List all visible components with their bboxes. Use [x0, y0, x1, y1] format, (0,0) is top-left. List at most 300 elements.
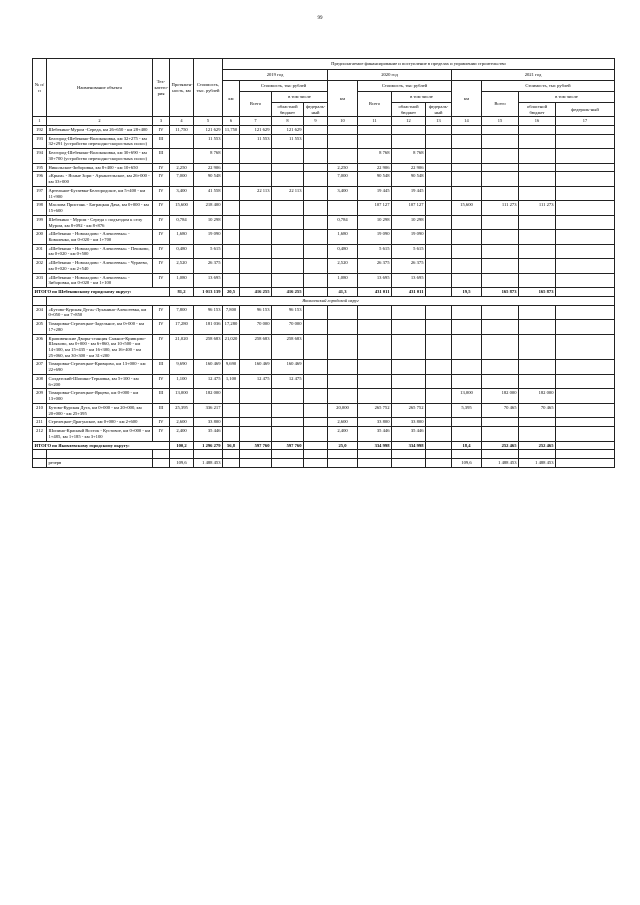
cost: 218 400	[194, 201, 223, 215]
regional-2019	[272, 418, 304, 427]
regional-2020: 35 446	[392, 427, 426, 441]
cost: 13 695	[194, 273, 223, 287]
object-name: Стрелецкое-Драгунское, км 0+000 - км 2+600	[47, 418, 153, 427]
federal-header: федераль-ный	[426, 103, 452, 117]
column-number: 2	[47, 117, 153, 126]
object-name: Томаровка-Стрелецкое-Кривцово, км 13+000 - км 22+690	[47, 360, 153, 374]
km-2020	[328, 149, 358, 163]
column-number: 13	[426, 117, 452, 126]
object-name: Шебекино-Муром -Середа, км 26+650 - км 28+400	[47, 125, 153, 134]
federal-2019	[304, 134, 328, 148]
total-2020	[358, 320, 392, 334]
total-y3km: 18,4	[452, 441, 482, 450]
regional-2019	[272, 163, 304, 172]
regional-2021	[519, 125, 556, 134]
regional-2020	[392, 389, 426, 403]
regional-2021	[519, 215, 556, 229]
total-2019	[240, 215, 272, 229]
row-number: 196	[33, 172, 47, 186]
federal-2020	[426, 273, 452, 287]
regional-2021	[519, 230, 556, 244]
total-2021	[482, 244, 519, 258]
regional-2020	[392, 305, 426, 319]
regional-2021: 111 273	[519, 201, 556, 215]
regional-2020	[392, 320, 426, 334]
federal-2019	[304, 259, 328, 273]
col-length-header: Протяжен-ность, км	[170, 59, 194, 117]
empty-cell	[272, 450, 304, 459]
km-2019	[223, 259, 240, 273]
regional-2019: 12 475	[272, 374, 304, 388]
federal-2021	[556, 230, 615, 244]
empty-cell	[358, 459, 392, 468]
cost: 5 615	[194, 244, 223, 258]
category: IV	[153, 374, 170, 388]
km-2021	[452, 134, 482, 148]
regional-2021	[519, 244, 556, 258]
cost: 8 768	[194, 149, 223, 163]
federal-2019	[304, 125, 328, 134]
cost-sub-header: Стоимость, тыс рублей	[358, 81, 452, 92]
total-row	[33, 441, 615, 450]
object-name: Томаровка-Стрелецкое-Ярцево, км 0+000 - км 13+000	[47, 389, 153, 403]
federal-2021	[556, 215, 615, 229]
spacer-row	[33, 450, 615, 459]
table-row	[33, 305, 615, 319]
regional-header: областной бюджет	[272, 103, 304, 117]
federal-2019	[304, 244, 328, 258]
federal-2021	[556, 305, 615, 319]
cost: 336 217	[194, 403, 223, 417]
empty-cell	[426, 441, 452, 450]
table-row	[33, 149, 615, 163]
total-2020	[358, 125, 392, 134]
object-name: «Шебекино - Новоалдово - Алексеевка» - Зиборовка, км 0+020 - км 1+100	[47, 273, 153, 287]
km-2019	[223, 134, 240, 148]
table-body	[33, 117, 615, 468]
regional-2021	[519, 259, 556, 273]
km-header: км	[328, 81, 358, 117]
cost: 12 475	[194, 374, 223, 388]
total-2021	[482, 305, 519, 319]
col-name-header: Наименование объекта	[47, 59, 153, 117]
category: IV	[153, 427, 170, 441]
regional-2021	[519, 427, 556, 441]
column-number: 4	[170, 117, 194, 126]
total-y3reg: 165 873	[519, 288, 556, 297]
total-2021	[482, 186, 519, 200]
total-2020: 26 375	[358, 259, 392, 273]
row-number: 208	[33, 374, 47, 388]
km-2019	[223, 215, 240, 229]
federal-2021	[556, 389, 615, 403]
category: III	[153, 360, 170, 374]
federal-2021	[556, 374, 615, 388]
table-row	[33, 360, 615, 374]
federal-2020	[426, 360, 452, 374]
km-2021	[452, 230, 482, 244]
object-name: Никольское-Зиборовка, км 8+400 - км 10+650	[47, 163, 153, 172]
section-row	[33, 296, 615, 305]
total-y3km: 19,5	[452, 288, 482, 297]
total-y1tot: 416 255	[240, 288, 272, 297]
object-name: «Шебекино - Новоалдово - Алексеевка» - Коваленко, км 0+020 - км 1+700	[47, 230, 153, 244]
empty-cell	[153, 450, 170, 459]
table-row	[33, 201, 615, 215]
regional-2021	[519, 334, 556, 360]
year-2019-header: 2019 год	[223, 70, 328, 81]
regional-2020: 265 752	[392, 403, 426, 417]
km-2020	[328, 374, 358, 388]
table-row	[33, 418, 615, 427]
empty-cell	[556, 459, 615, 468]
km-2020	[328, 201, 358, 215]
total-2021	[482, 273, 519, 287]
regional-2019: 70 000	[272, 320, 304, 334]
total-2019	[240, 149, 272, 163]
column-number: 5	[194, 117, 223, 126]
cost: 181 036	[194, 320, 223, 334]
regional-2019	[272, 149, 304, 163]
column-number: 12	[392, 117, 426, 126]
empty-cell	[328, 459, 358, 468]
total-header: Всего	[482, 92, 519, 117]
empty-cell	[304, 441, 328, 450]
reserve-length: 109,6	[170, 459, 194, 468]
row-number: 194	[33, 149, 47, 163]
regional-2020: 26 375	[392, 259, 426, 273]
total-2021	[482, 230, 519, 244]
total-2021	[482, 172, 519, 186]
regional-2019	[272, 201, 304, 215]
empty-cell	[33, 296, 47, 305]
federal-2020	[426, 389, 452, 403]
total-cost: 1 013 139	[194, 288, 223, 297]
regional-2021: 70 465	[519, 403, 556, 417]
object-name: Масловa Пристань - Батрацкая Дача, км 0+000 - км 15+600	[47, 201, 153, 215]
length: 0,480	[170, 244, 194, 258]
regional-2020: 10 298	[392, 215, 426, 229]
federal-2021	[556, 418, 615, 427]
section-title: Яковлевский городской округ	[47, 296, 615, 305]
federal-header: федераль-ный	[304, 103, 328, 117]
total-2019: 160 469	[240, 360, 272, 374]
column-number: 3	[153, 117, 170, 126]
column-number: 14	[452, 117, 482, 126]
total-2020	[358, 134, 392, 148]
category: IV	[153, 125, 170, 134]
category: IV	[153, 201, 170, 215]
table-row	[33, 244, 615, 258]
cost-sub-header: Стоимость, тыс рублей	[240, 81, 328, 92]
total-2020: 265 752	[358, 403, 392, 417]
row-number: 210	[33, 403, 47, 417]
regional-2021	[519, 172, 556, 186]
table-row	[33, 427, 615, 441]
column-number: 15	[482, 117, 519, 126]
federal-2021	[556, 125, 615, 134]
cost: 90 548	[194, 172, 223, 186]
empty-cell	[223, 459, 240, 468]
regional-2020: 8 768	[392, 149, 426, 163]
reserve-label: резерв	[47, 459, 153, 468]
total-2020	[358, 374, 392, 388]
row-number: 205	[33, 320, 47, 334]
category: IV	[153, 320, 170, 334]
km-2019	[223, 403, 240, 417]
column-number: 7	[240, 117, 272, 126]
km-2020: 2,600	[328, 418, 358, 427]
total-2019: 12 475	[240, 374, 272, 388]
km-2020: 0,480	[328, 244, 358, 258]
empty-cell	[556, 450, 615, 459]
federal-2020	[426, 201, 452, 215]
total-y2tot: 431 011	[358, 288, 392, 297]
km-2020	[328, 134, 358, 148]
federal-2020	[426, 125, 452, 134]
length	[170, 149, 194, 163]
total-2020	[358, 334, 392, 360]
regional-2020: 19 090	[392, 230, 426, 244]
cost: 121 629	[194, 125, 223, 134]
regional-2021	[519, 273, 556, 287]
regional-2021	[519, 186, 556, 200]
column-numbers-row	[33, 117, 615, 126]
length: 11,750	[170, 125, 194, 134]
empty-cell	[426, 288, 452, 297]
total-2021	[482, 374, 519, 388]
col-cost-header: Стоимость, тыс. рублей	[194, 59, 223, 117]
length: 21,020	[170, 334, 194, 360]
km-2019: 7,800	[223, 305, 240, 319]
km-2019	[223, 418, 240, 427]
km-2021	[452, 334, 482, 360]
cost: 182 000	[194, 389, 223, 403]
category: III	[153, 403, 170, 417]
km-2019	[223, 163, 240, 172]
federal-2019	[304, 389, 328, 403]
row-number: 197	[33, 186, 47, 200]
federal-2019	[304, 305, 328, 319]
incl-header: в том числе	[272, 92, 328, 103]
total-y3tot: 165 873	[482, 288, 519, 297]
cost: 258 683	[194, 334, 223, 360]
total-cost: 1 296 279	[194, 441, 223, 450]
total-2019	[240, 244, 272, 258]
total-2021	[482, 427, 519, 441]
total-2019: 11 553	[240, 134, 272, 148]
reserve-regional-2021: 1 488 453	[519, 459, 556, 468]
total-2020	[358, 360, 392, 374]
federal-2021	[556, 186, 615, 200]
empty-cell	[194, 450, 223, 459]
category: III	[153, 149, 170, 163]
cost: 19 090	[194, 230, 223, 244]
federal-2019	[304, 172, 328, 186]
empty-cell	[33, 450, 47, 459]
col-num-header: № п/п	[33, 59, 47, 117]
federal-2020	[426, 418, 452, 427]
reserve-cost: 1 488 453	[194, 459, 223, 468]
empty-cell	[328, 450, 358, 459]
regional-2020	[392, 125, 426, 134]
total-len: 100,2	[170, 441, 194, 450]
total-2020: 22 906	[358, 163, 392, 172]
total-2019	[240, 273, 272, 287]
table-row	[33, 374, 615, 388]
federal-2019	[304, 403, 328, 417]
km-2019	[223, 230, 240, 244]
object-name: «Шебекино - Новоалдово - Алексеевка» - Пешково, км 0+020 - км 0+500	[47, 244, 153, 258]
km-2019: 17,280	[223, 320, 240, 334]
object-name: «Шебекино - Новоалдово - Алексеевка» - Чураево, км 0+020 - км 2+540	[47, 259, 153, 273]
row-number: 200	[33, 230, 47, 244]
km-2020	[328, 305, 358, 319]
federal-2019	[304, 273, 328, 287]
total-2020: 8 768	[358, 149, 392, 163]
length: 7,000	[170, 172, 194, 186]
cost: 33 800	[194, 418, 223, 427]
regional-2019	[272, 427, 304, 441]
federal-2020	[426, 374, 452, 388]
regional-2021: 182 000	[519, 389, 556, 403]
km-2020: 20,000	[328, 403, 358, 417]
regional-2021	[519, 374, 556, 388]
total-y1km: 20,5	[223, 288, 240, 297]
regional-2021	[519, 134, 556, 148]
federal-2021	[556, 360, 615, 374]
category: IV	[153, 172, 170, 186]
total-2019	[240, 389, 272, 403]
table-row	[33, 163, 615, 172]
km-2020: 3,400	[328, 186, 358, 200]
column-number: 10	[328, 117, 358, 126]
category: IV	[153, 215, 170, 229]
total-label: ИТОГО по Шебекинскому городскому округу:	[33, 288, 170, 297]
reserve-total-2021: 1 488 453	[482, 459, 519, 468]
federal-2019	[304, 418, 328, 427]
category: IV	[153, 334, 170, 360]
empty-cell	[358, 450, 392, 459]
federal-2020	[426, 403, 452, 417]
regional-2019: 121 629	[272, 125, 304, 134]
total-2021	[482, 125, 519, 134]
empty-cell	[170, 450, 194, 459]
total-2019: 258 683	[240, 334, 272, 360]
length: 2,400	[170, 427, 194, 441]
regional-2020	[392, 360, 426, 374]
km-2020	[328, 389, 358, 403]
length: 3,400	[170, 186, 194, 200]
km-2021	[452, 360, 482, 374]
federal-2020	[426, 334, 452, 360]
km-2019	[223, 427, 240, 441]
km-2020: 2,250	[328, 163, 358, 172]
km-2019	[223, 149, 240, 163]
total-2019: 96 153	[240, 305, 272, 319]
table-row	[33, 172, 615, 186]
km-2021	[452, 244, 482, 258]
row-number: 209	[33, 389, 47, 403]
regional-2019	[272, 403, 304, 417]
federal-2021	[556, 273, 615, 287]
row-number: 204	[33, 305, 47, 319]
regional-2020: 33 800	[392, 418, 426, 427]
category: IV	[153, 163, 170, 172]
total-2021	[482, 320, 519, 334]
total-y1reg: 416 255	[272, 288, 304, 297]
total-2021	[482, 334, 519, 360]
empty-cell	[33, 459, 47, 468]
federal-2019	[304, 334, 328, 360]
total-2021: 70 465	[482, 403, 519, 417]
federal-2021	[556, 403, 615, 417]
federal-2021	[556, 244, 615, 258]
federal-2020	[426, 427, 452, 441]
km-2021	[452, 215, 482, 229]
federal-2019	[304, 360, 328, 374]
empty-cell	[47, 450, 153, 459]
empty-cell	[240, 450, 272, 459]
federal-2020	[426, 186, 452, 200]
total-2019: 70 000	[240, 320, 272, 334]
year-2020-header: 2020 год	[328, 70, 452, 81]
km-2020	[328, 334, 358, 360]
km-2021: 15,600	[452, 201, 482, 215]
km-2019: 9,690	[223, 360, 240, 374]
km-2019	[223, 186, 240, 200]
federal-2019	[304, 163, 328, 172]
federal-2019	[304, 230, 328, 244]
empty-cell	[392, 459, 426, 468]
federal-2021	[556, 334, 615, 360]
row-number: 203	[33, 273, 47, 287]
total-y2tot: 334 998	[358, 441, 392, 450]
length: 2,520	[170, 259, 194, 273]
regional-2021	[519, 305, 556, 319]
federal-2019	[304, 201, 328, 215]
length: 0,784	[170, 215, 194, 229]
federal-2019	[304, 215, 328, 229]
column-number: 1	[33, 117, 47, 126]
total-2019	[240, 427, 272, 441]
table-row	[33, 389, 615, 403]
total-2019	[240, 230, 272, 244]
length: 25,395	[170, 403, 194, 417]
row-number: 211	[33, 418, 47, 427]
km-2021	[452, 163, 482, 172]
total-2020: 107 127	[358, 201, 392, 215]
total-2021	[482, 149, 519, 163]
empty-cell	[392, 450, 426, 459]
empty-cell	[272, 459, 304, 468]
total-y1km: 56,8	[223, 441, 240, 450]
total-y3reg: 252 465	[519, 441, 556, 450]
km-header: км	[223, 81, 240, 117]
total-label: ИТОГО по Яковлевскому городскому округу:	[33, 441, 170, 450]
incl-header: в том числе	[519, 92, 615, 103]
km-2021: 13,000	[452, 389, 482, 403]
table-row	[33, 215, 615, 229]
regional-2020	[392, 134, 426, 148]
regional-2020: 22 906	[392, 163, 426, 172]
km-2021	[452, 418, 482, 427]
object-name: «Бутово-Курская Дуга»-Луханино-Алексеевка, км 0+050 - км 7+850	[47, 305, 153, 319]
regional-2021	[519, 418, 556, 427]
page-number: 99	[317, 16, 323, 21]
regional-2020: 90 548	[392, 172, 426, 186]
empty-cell	[556, 441, 615, 450]
